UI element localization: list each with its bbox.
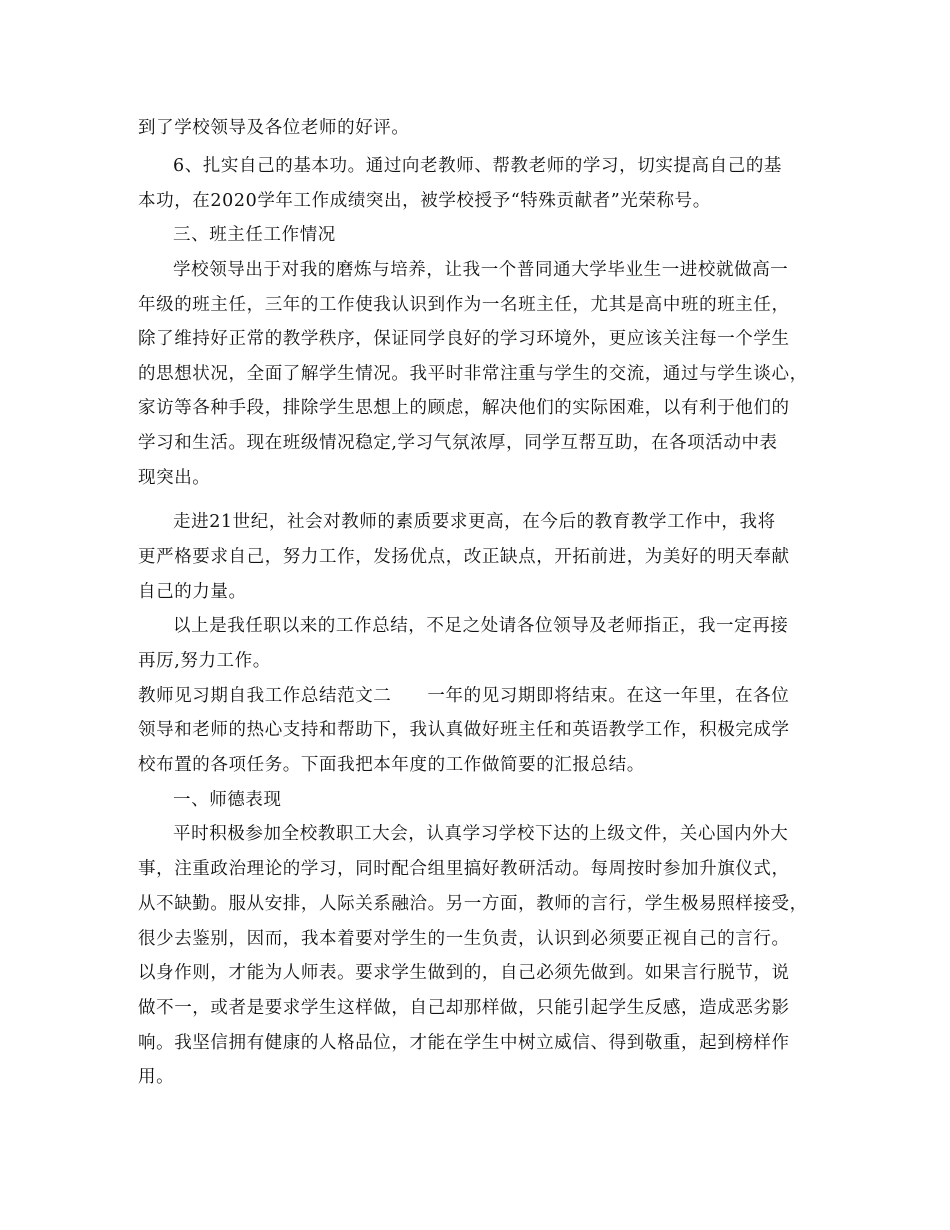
section-heading: 三、班主任工作情况 [173,225,336,245]
text-line: 走进21世纪，社会对教师的素质要求更高，在今后的教育教学工作中，我将 [173,512,776,532]
text-line: 学习和生活。现在班级情况稳定,学习气氛浓厚，同学互帮互助，在各项活动中表 [138,433,778,453]
text-line: 平时积极参加全校教职工大会，认真学习学校下达的上级文件，关心国内外大 [173,824,789,844]
text-line: 事，注重政治理论的学习，同时配合组里搞好教研活动。每周按时参加升旗仪式， [138,859,790,879]
article-title-line [138,684,789,708]
text-line: 校布置的各项任务。下面我把本年度的工作做简要的汇报总结。 [138,755,645,775]
text-line: 的思想状况，全面了解学生情况。我平时非常注重与学生的交流，通过与学生谈心， [138,364,808,384]
text-line: 到了学校领导及各位老师的好评。 [138,118,410,138]
article-title: 教师见习期自我工作总结范文二 [138,686,392,706]
text-line: 除了维持好正常的教学秩序，保证同学良好的学习环境外，更应该关注每一个学生 [138,329,790,349]
text-line: 本功，在2020学年工作成绩突出，被学校授予“特殊贡献者”光荣称号。 [138,191,711,211]
text-line: 家访等各种手段，排除学生思想上的顾虑，解决他们的实际困难，以有利于他们的 [138,398,790,418]
section-heading: 一、师德表现 [173,790,282,810]
text-line: 很少去鉴别，因而，我本着要对学生的一生负责，认识到必须要正视自己的言行。 [138,929,790,949]
text-line: 年级的班主任，三年的工作使我认识到作为一名班主任，尤其是高中班的班主任， [138,295,790,315]
text-line: 领导和老师的热心支持和帮助下，我认真做好班主任和英语教学工作，积极完成学 [138,720,790,740]
text-line: 以上是我任职以来的工作总结，不足之处请各位领导及老师指正，我一定再接 [173,616,789,636]
text-line: 6、扎实自己的基本功。通过向老教师、帮教老师的学习，切实提高自己的基 [173,156,783,176]
text-line: 用。 [138,1067,175,1087]
text-line: 从不缺勤。服从安排，人际关系融洽。另一方面，教师的言行，学生极易照样接受， [138,894,808,914]
text-line: 一年的见习期即将结束。在这一年里，在各位 [427,686,790,706]
text-line: 更严格要求自己，努力工作，发扬优点，改正缺点，开拓前进，为美好的明天奉献 [138,547,790,567]
text-line: 自己的力量。 [138,582,247,602]
text-line: 现突出。 [138,468,211,488]
text-line: 以身作则，才能为人师表。要求学生做到的，自己必须先做到。如果言行脱节，说 [138,963,790,983]
text-line: 做不一，或者是要求学生这样做，自己却那样做，只能引起学生反感，造成恶劣影 [138,998,790,1018]
text-line: 学校领导出于对我的磨炼与培养，让我一个普同通大学毕业生一进校就做高一 [173,260,789,280]
text-line: 响。我坚信拥有健康的人格品位，才能在学生中树立威信、得到敬重，起到榜样作 [138,1033,790,1053]
text-line: 再厉,努力工作。 [138,651,271,671]
